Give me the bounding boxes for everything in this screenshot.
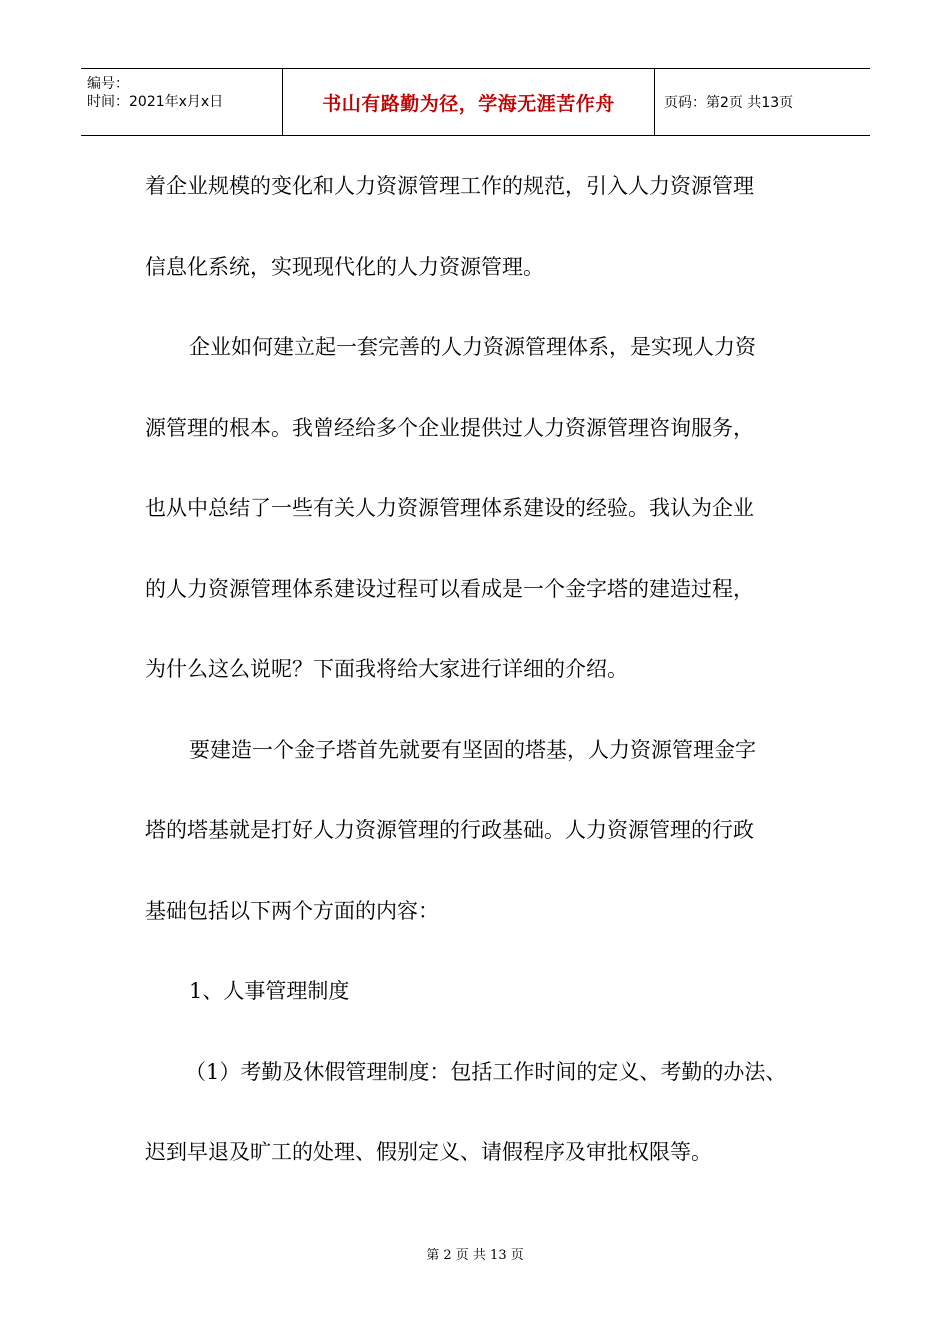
body-line: 企业如何建立起一套完善的人力资源管理体系，是实现人力资 xyxy=(189,335,756,359)
body-line: 迟到早退及旷工的处理、假别定义、请假程序及审批权限等。 xyxy=(145,1140,712,1164)
header-page-info: 页码：第2页 共13页 xyxy=(664,95,794,111)
body-line: 的人力资源管理体系建设过程可以看成是一个金字塔的建造过程， xyxy=(145,576,754,601)
body-line: 信息化系统，实现现代化的人力资源管理。 xyxy=(145,254,544,279)
body-line: 着企业规模的变化和人力资源管理工作的规范，引入人力资源管理 xyxy=(145,174,754,198)
body-line: 也从中总结了一些有关人力资源管理体系建设的经验。我认为企业 xyxy=(145,496,754,520)
number-label: 编号： xyxy=(87,76,129,92)
body-line: 基础包括以下两个方面的内容： xyxy=(145,898,439,923)
body-line: 为什么这么说呢？下面我将给大家进行详细的介绍。 xyxy=(145,657,628,681)
page-footer xyxy=(0,1244,950,1263)
header-meta xyxy=(81,69,282,135)
footer-page-label: 第 2 页 共 13 页 xyxy=(426,1248,524,1263)
section-heading: 1、人事管理制度 xyxy=(189,979,350,1003)
document-body xyxy=(145,158,835,1205)
body-line: 源管理的根本。我曾经给多个企业提供过人力资源管理咨询服务， xyxy=(145,415,754,440)
document-header xyxy=(81,68,870,136)
time-label: 时间：2021年x月x日 xyxy=(87,94,224,110)
body-line: 塔的塔基就是打好人力资源管理的行政基础。人力资源管理的行政 xyxy=(145,818,754,842)
body-line: 要建造一个金子塔首先就要有坚固的塔基，人力资源管理金字 xyxy=(189,737,756,762)
header-motto: 书山有路勤为径，学海无涯苦作舟 xyxy=(282,69,655,135)
body-line: （1）考勤及休假管理制度：包括工作时间的定义、考勤的办法、 xyxy=(185,1059,787,1084)
